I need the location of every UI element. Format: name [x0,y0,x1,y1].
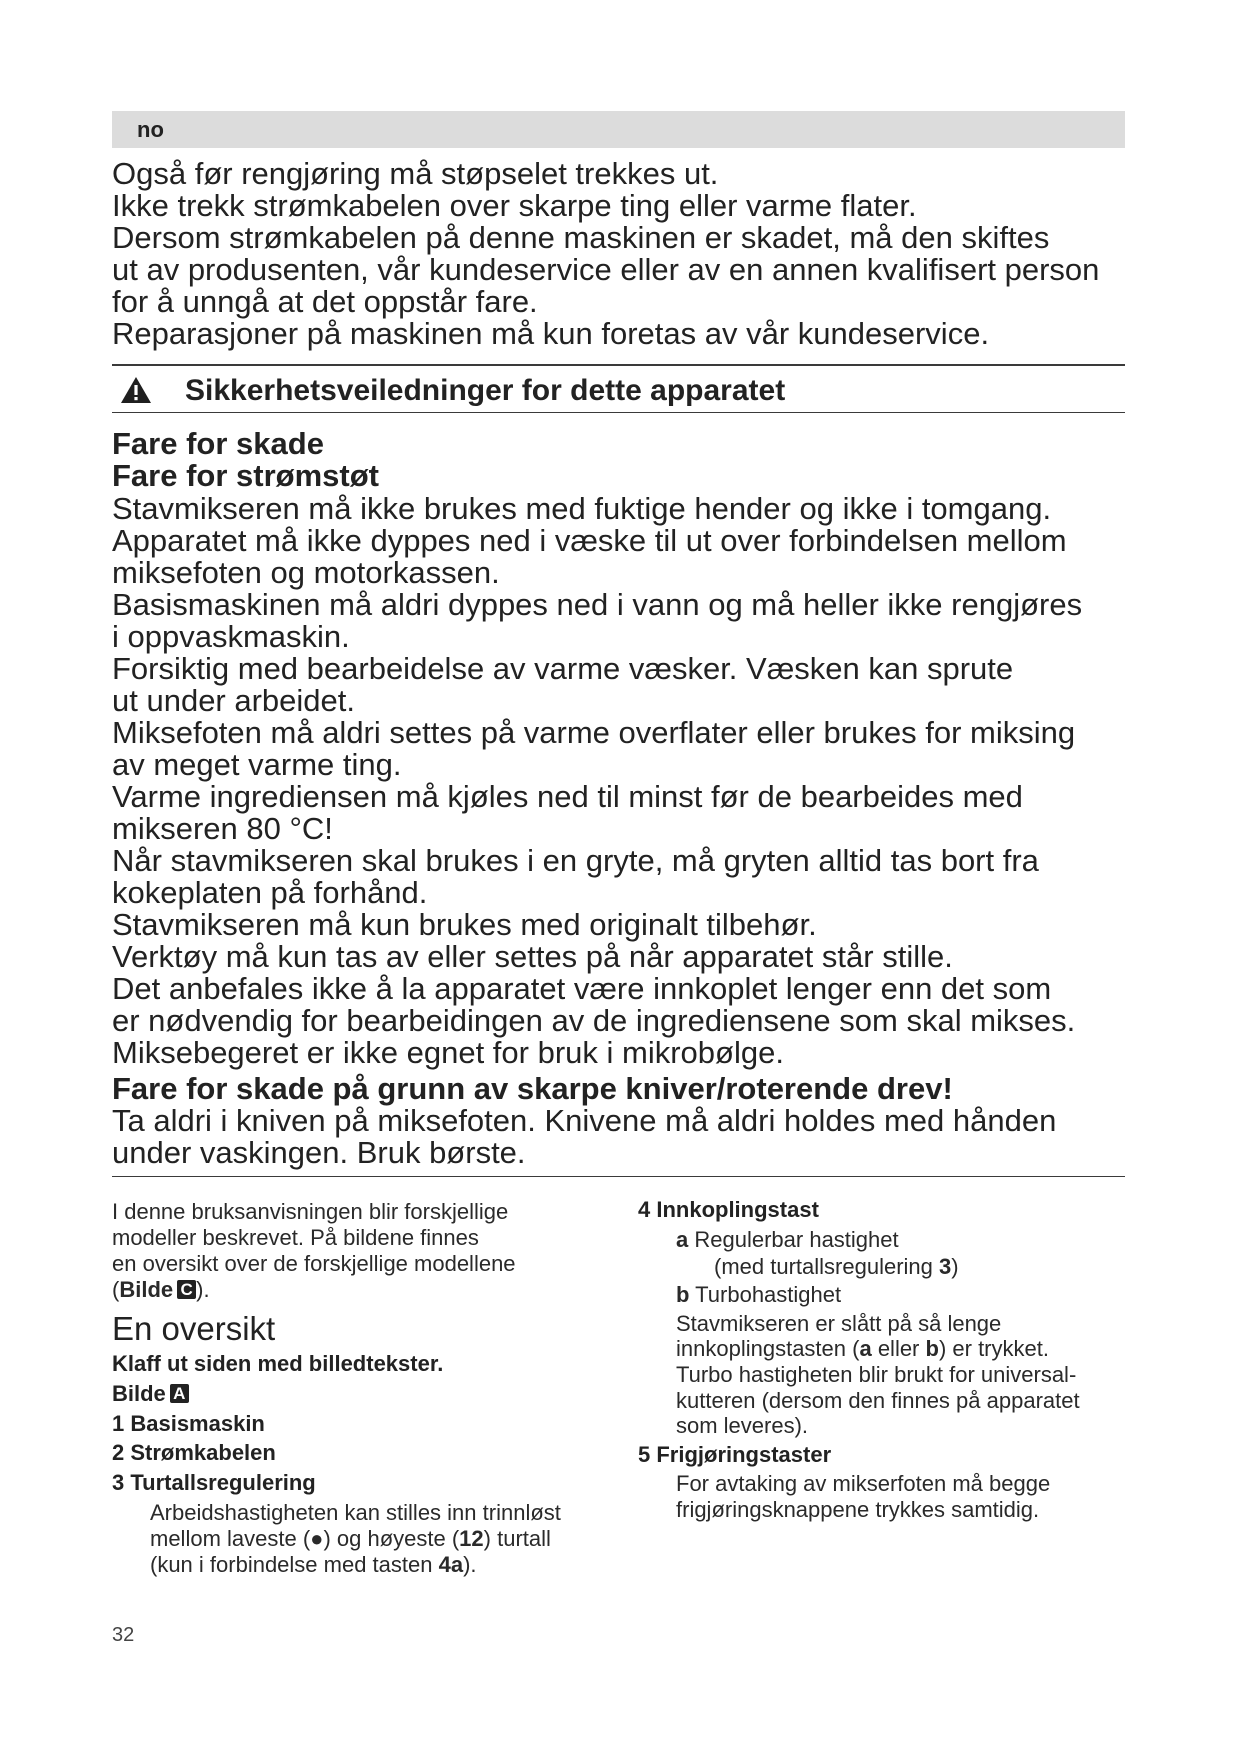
text-bold: 3 [938,1254,952,1279]
divider [112,1176,1125,1177]
text: ). [463,1552,477,1577]
safety-line: Varme ingrediensen må kjøles ned til minst før de bearbeides med [112,779,1023,814]
item-desc: Turbo hastigheten blir brukt for universal- [676,1362,1077,1387]
text: innkoplingstasten ( [676,1336,860,1361]
figure-c-badge: C [177,1280,196,1299]
text-bold: 12 [459,1526,484,1551]
safety-header [112,372,1125,412]
text: ) er trykket. [938,1336,1049,1361]
text: ) turtall [483,1526,551,1551]
text-bold: a [676,1227,689,1252]
intro-line: Ikke trekk strømkabelen over skarpe ting eller varme flater. [112,188,917,223]
safety-line: mikseren 80 °C! [112,811,333,846]
page-number: 32 [112,1624,135,1646]
safety-line: Forsiktig med bearbeidelse av varme væsker. Væsken kan sprute [112,651,1014,686]
item-desc: som leveres). [676,1413,809,1438]
text: ) [951,1254,959,1279]
intro-line: Også før rengjøring må støpselet trekkes ut. [112,156,719,191]
text-bold: 4a [438,1552,464,1577]
item-desc: For avtaking av mikserfoten må begge [676,1471,1051,1496]
intro-line: for å unngå at det oppstår fare. [112,284,538,319]
text-bold: b [676,1282,690,1307]
item-desc [150,1526,551,1552]
intro-text [112,1277,210,1303]
sub-item-note [714,1254,959,1280]
safety-line: Stavmikseren må kun brukes med originalt tilbehør. [112,907,817,942]
text: Regulerbar hastighet [694,1227,899,1252]
text: mellom laveste (●) og høyeste ( [150,1526,460,1551]
sub-item [676,1282,841,1308]
bilde-a [112,1381,189,1407]
intro-line: Dersom strømkabelen på denne maskinen er skadet, må den skiftes [112,220,1050,255]
intro-text: I denne bruksanvisningen blir forskjellige [112,1199,509,1224]
language-bar [112,111,1125,148]
safety-line: Verktøy må kun tas av eller settes på når apparatet står stille. [112,939,953,974]
safety-line: kokeplaten på forhånd. [112,875,428,910]
safety-line: Miksefoten må aldri settes på varme overflater eller brukes for miksing [112,715,1076,750]
safety-line: ut under arbeidet. [112,683,356,718]
safety-line: er nødvendig for bearbeidingen av de ingrediensene som skal mikses. [112,1003,1076,1038]
safety-line: i oppvaskmaskin. [112,619,350,654]
divider [112,412,1125,413]
safety-line: under vaskingen. Bruk børste. [112,1135,526,1170]
intro-text: modeller beskrevet. På bildene finnes [112,1225,479,1250]
safety-title: Sikkerhetsveiledninger for dette apparatet [185,374,786,407]
safety-line: Ta aldri i kniven på miksefoten. Knivene må aldri holdes med hånden [112,1103,1057,1138]
list-item: 2 Strømkabelen [112,1440,276,1465]
item-desc: Arbeidshastigheten kan stilles inn trinnløst [150,1500,561,1525]
text-bold: a [859,1336,872,1361]
list-item: 3 Turtallsregulering [112,1470,316,1495]
text: (kun i forbindelse med tasten [150,1552,439,1577]
intro-line: Reparasjoner på maskinen må kun foretas av vår kundeservice. [112,316,990,351]
list-item: 1 Basismaskin [112,1411,265,1436]
language-code: no [137,117,164,142]
section-heading: Fare for skade [112,426,324,461]
item-desc: Stavmikseren er slått på så lenge [676,1311,1002,1336]
text: (med turtallsregulering [714,1254,939,1279]
section-heading: Fare for skade på grunn av skarpe kniver/roterende drev! [112,1071,953,1106]
item-desc [676,1336,1049,1362]
warning-icon [120,376,152,404]
item-desc: frigjøringsknappene trykkes samtidig. [676,1497,1040,1522]
intro-text: en oversikt over de forskjellige modellene [112,1251,516,1276]
sub-item [676,1227,899,1253]
paren: ). [196,1277,210,1302]
safety-line: Det anbefales ikke å la apparatet være innkoplet lenger enn det som [112,971,1052,1006]
safety-line: av meget varme ting. [112,747,402,782]
figure-a-badge: A [170,1384,189,1403]
safety-line: Basismaskinen må aldri dyppes ned i vann og må heller ikke rengjøres [112,587,1083,622]
safety-line: Miksebegeret er ikke egnet for bruk i mikrobølge. [112,1035,784,1070]
text: Turbohastighet [695,1282,842,1307]
text: eller [871,1336,926,1361]
bilde-label: Bilde [119,1277,174,1302]
safety-line: Stavmikseren må ikke brukes med fuktige hender og ikke i tomgang. [112,491,1052,526]
intro-line: ut av produsenten, vår kundeservice eller av en annen kvalifisert person [112,252,1100,287]
safety-line: Når stavmikseren skal brukes i en gryte, må gryten alltid tas bort fra [112,843,1039,878]
list-item: 4 Innkoplingstast [638,1197,819,1222]
safety-line: Apparatet må ikke dyppes ned i væske til ut over forbindelsen mellom [112,523,1067,558]
list-item: 5 Frigjøringstaster [638,1442,832,1467]
safety-line: miksefoten og motorkassen. [112,555,500,590]
fold-out-note: Klaff ut siden med billedtekster. [112,1351,444,1376]
item-desc [150,1552,477,1578]
paren: ( [112,1277,120,1302]
item-desc: kutteren (dersom den finnes på apparatet [676,1388,1080,1413]
text-bold: b [925,1336,939,1361]
section-heading: Fare for strømstøt [112,458,379,493]
bilde-label: Bilde [112,1381,166,1406]
divider [112,364,1125,366]
overview-title: En oversikt [112,1310,276,1347]
